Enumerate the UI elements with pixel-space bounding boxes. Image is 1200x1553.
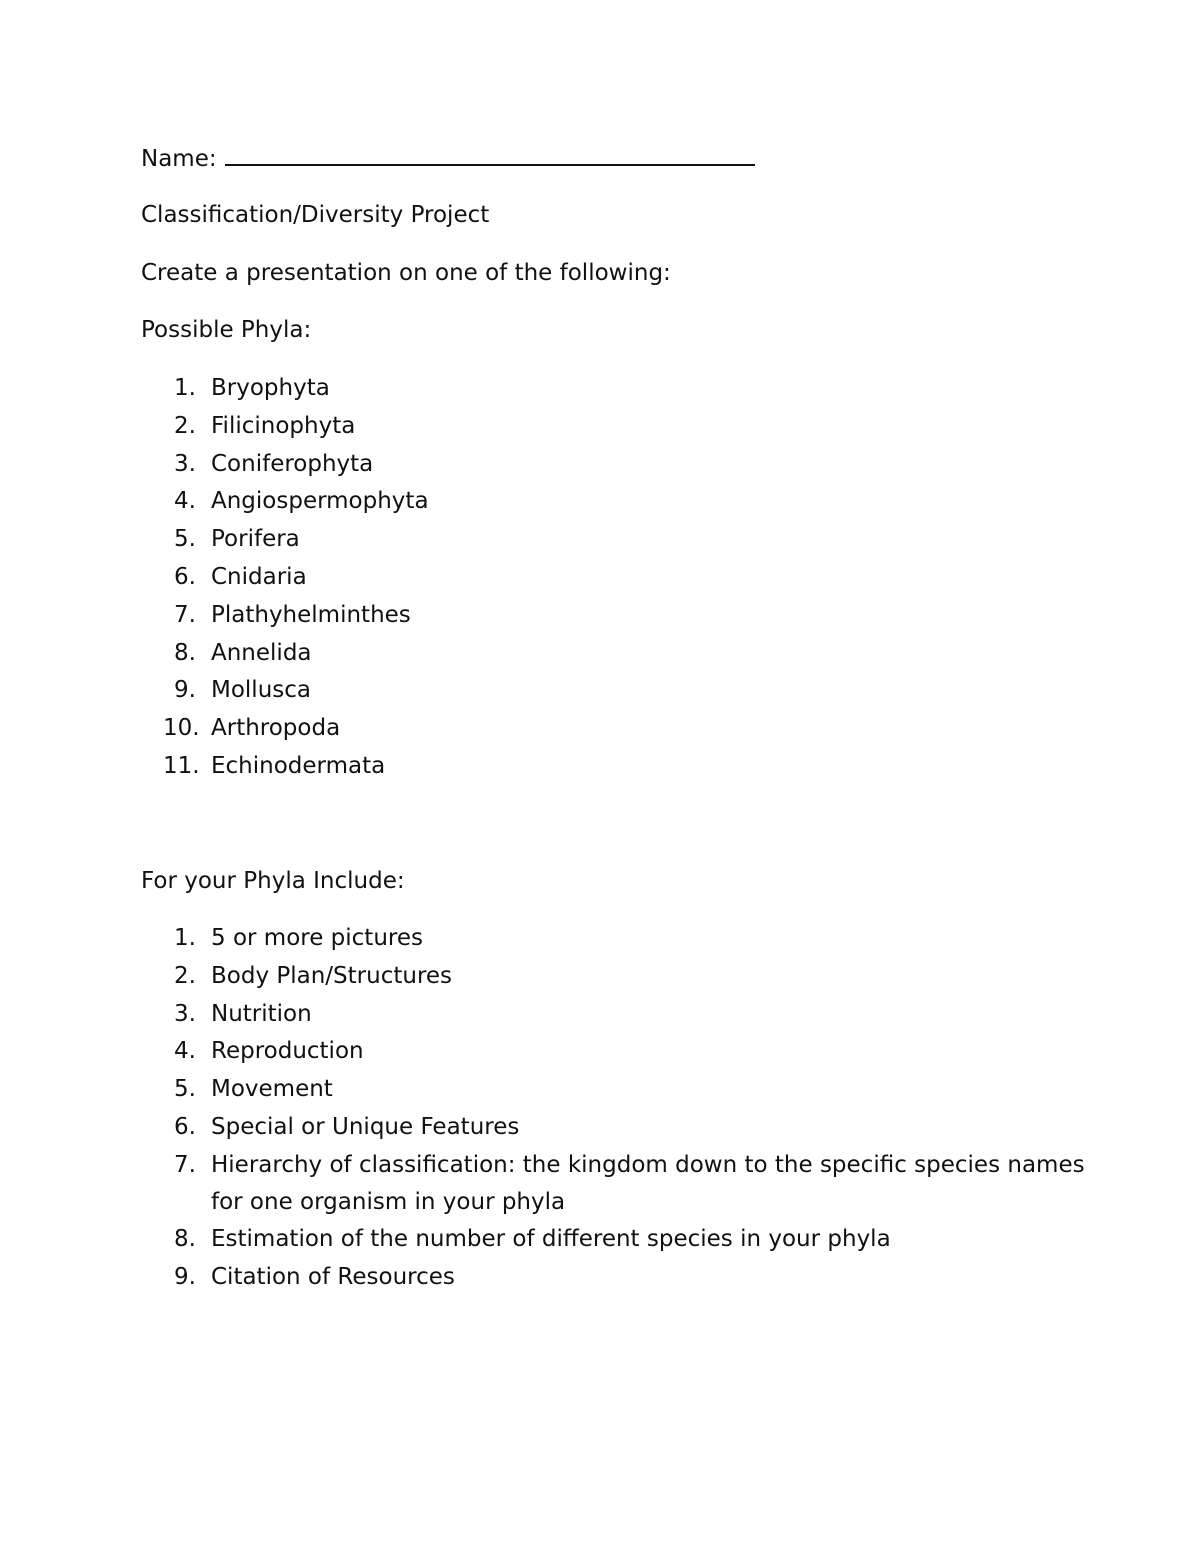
list-number: 9.	[174, 677, 196, 704]
list-item	[141, 446, 1101, 484]
list-number: 5.	[174, 526, 196, 553]
list-number: 3.	[174, 1000, 196, 1027]
list-item	[141, 635, 1101, 673]
list-text: Filicinophyta	[211, 412, 356, 439]
name-row	[141, 142, 755, 174]
list-item	[141, 958, 1101, 996]
list-item	[141, 710, 1101, 748]
list-text: Hierarchy of classification: the kingdom down to the specific species names	[211, 1151, 1085, 1178]
list-text: Movement	[211, 1076, 333, 1103]
list-item	[141, 1259, 1101, 1297]
list-text: Arthropoda	[211, 715, 341, 742]
list-item	[141, 370, 1101, 408]
list-number: 11.	[163, 752, 200, 779]
list-number: 7.	[174, 601, 196, 628]
list-text: Annelida	[211, 639, 312, 666]
list-number: 6.	[174, 563, 196, 590]
list-item	[141, 1109, 1101, 1147]
list-item	[141, 920, 1101, 958]
list-text: Cnidaria	[211, 563, 307, 590]
list-number: 1.	[174, 375, 196, 401]
list-text: Porifera	[211, 526, 300, 553]
list-number: 8.	[174, 639, 196, 666]
list-text: Estimation of the number of different species in your phyla	[211, 1225, 891, 1252]
phyla-heading: Possible Phyla:	[141, 317, 312, 343]
list-text: Special or Unique Features	[211, 1113, 520, 1140]
project-title: Classification/Diversity Project	[141, 202, 490, 228]
list-text: Echinodermata	[211, 752, 386, 779]
list-number: 8.	[174, 1225, 196, 1252]
list-item	[141, 748, 1101, 786]
list-item	[141, 1221, 1101, 1259]
list-item	[141, 597, 1101, 635]
list-text-continued: for one organism in your phyla	[211, 1188, 566, 1215]
list-item	[141, 996, 1101, 1034]
list-number: 10.	[163, 715, 200, 742]
list-text: Angiospermophyta	[211, 488, 429, 515]
include-heading: For your Phyla Include:	[141, 868, 405, 894]
phyla-list	[141, 370, 1101, 786]
list-text: 5 or more pictures	[211, 925, 423, 951]
list-item	[141, 483, 1101, 521]
list-text: Bryophyta	[211, 375, 330, 401]
list-item	[141, 1071, 1101, 1109]
list-number: 5.	[174, 1076, 196, 1103]
list-text: Body Plan/Structures	[211, 962, 453, 989]
name-blank-line[interactable]	[225, 142, 755, 166]
list-number: 2.	[174, 412, 196, 439]
include-list	[141, 920, 1101, 1296]
list-text: Citation of Resources	[211, 1263, 455, 1290]
list-text: Mollusca	[211, 677, 311, 704]
list-number: 4.	[174, 488, 196, 515]
list-item	[141, 408, 1101, 446]
list-number: 7.	[174, 1151, 196, 1178]
list-number: 2.	[174, 962, 196, 989]
list-number: 3.	[174, 450, 196, 477]
list-text: Plathyhelminthes	[211, 601, 411, 628]
list-text: Coniferophyta	[211, 450, 374, 477]
list-item	[141, 672, 1101, 710]
name-label: Name:	[141, 146, 217, 172]
list-number: 9.	[174, 1263, 196, 1290]
list-item	[141, 559, 1101, 597]
list-item	[141, 1033, 1101, 1071]
list-text: Reproduction	[211, 1038, 364, 1065]
list-number: 6.	[174, 1113, 196, 1140]
list-number: 1.	[174, 925, 196, 951]
list-item	[141, 521, 1101, 559]
list-text: Nutrition	[211, 1000, 312, 1027]
instruction-text: Create a presentation on one of the following:	[141, 260, 671, 286]
list-number: 4.	[174, 1038, 196, 1065]
list-item	[141, 1147, 1101, 1221]
